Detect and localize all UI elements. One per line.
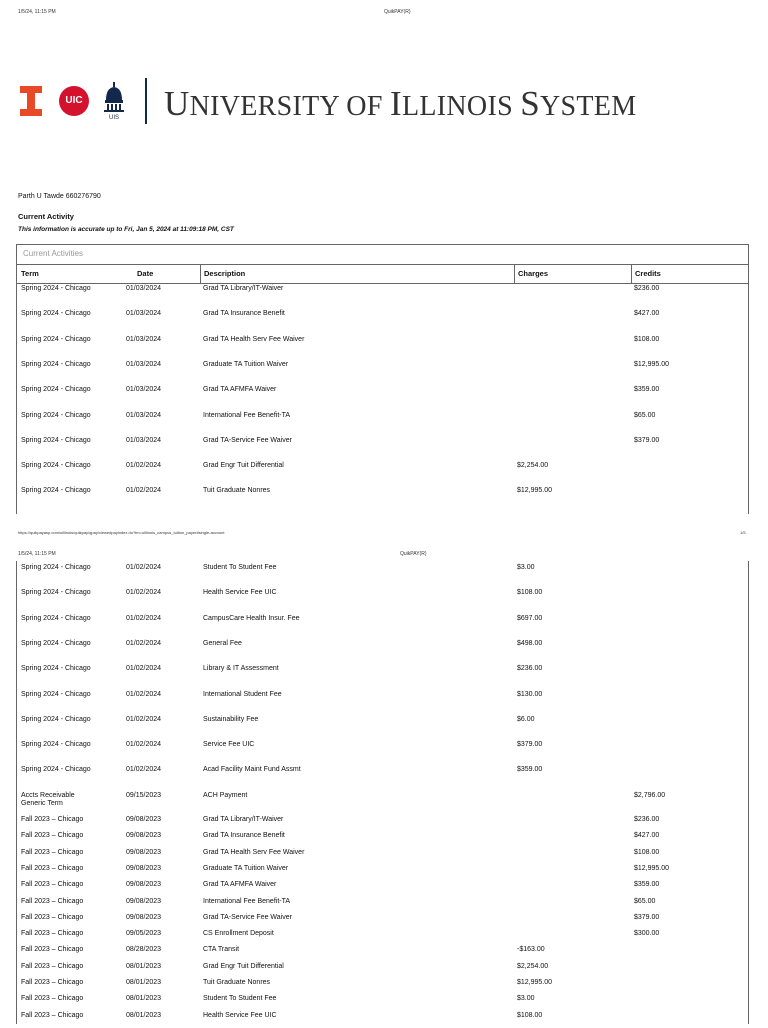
cell-term: Spring 2024 - Chicago <box>21 411 91 419</box>
logo-divider <box>145 78 147 124</box>
cell-description: Grad TA AFMFA Waiver <box>203 881 277 889</box>
cell-charges: $108.00 <box>517 1011 543 1019</box>
cell-term: Fall 2023 – Chicago <box>21 962 84 970</box>
cell-description: General Fee <box>203 639 242 647</box>
cell-date: 01/02/2024 <box>126 766 162 774</box>
cell-term: Fall 2023 – Chicago <box>21 913 84 921</box>
cell-charges: $2,254.00 <box>517 462 549 470</box>
print-title: QuikPAY(R) <box>384 9 411 15</box>
cell-description: Tuit Graduate Nonres <box>203 487 271 495</box>
table-row <box>18 849 738 865</box>
cell-charges: $498.00 <box>517 639 543 647</box>
print-datetime-page2: 1/5/24, 11:15 PM <box>18 551 56 557</box>
header-charges: Charges <box>518 269 549 278</box>
cell-date: 01/02/2024 <box>126 639 162 647</box>
cell-term: Spring 2024 - Chicago <box>21 589 91 597</box>
header-description: Description <box>204 269 246 278</box>
print-title-page2: QuikPAY(R) <box>400 551 427 557</box>
cell-description: Graduate TA Tuition Waiver <box>203 360 289 368</box>
cell-term: Accts Receivable Generic Term <box>21 791 75 807</box>
table-row <box>18 336 738 361</box>
cell-description: CTA Transit <box>203 946 240 954</box>
cell-description: Health Service Fee UIC <box>203 1011 277 1019</box>
cell-date: 01/02/2024 <box>126 589 162 597</box>
cell-term: Spring 2024 - Chicago <box>21 741 91 749</box>
cell-description: Tuit Graduate Nonres <box>203 979 271 986</box>
cell-term: Spring 2024 - Chicago <box>21 462 91 470</box>
table-row <box>18 914 738 930</box>
table-row <box>18 816 738 832</box>
cell-term: Fall 2023 – Chicago <box>21 816 84 823</box>
cell-term: Spring 2024 - Chicago <box>21 360 91 368</box>
table-row <box>18 792 738 817</box>
cell-description: Grad Engr Tuit Differential <box>203 962 284 970</box>
cell-term: Fall 2023 – Chicago <box>21 946 84 954</box>
cell-description: Grad TA-Service Fee Waiver <box>203 436 292 444</box>
cell-credits: $2,796.00 <box>634 791 666 799</box>
cell-date: 09/08/2023 <box>126 864 162 872</box>
cell-description: CS Enrollment Deposit <box>203 930 274 938</box>
cell-credits: $359.00 <box>634 881 660 889</box>
cell-date: 01/02/2024 <box>126 715 162 723</box>
cell-description: Acad Facility Maint Fund Assmt <box>203 766 301 774</box>
cell-date: 08/01/2023 <box>126 1011 162 1019</box>
cell-description: Grad TA Insurance Benefit <box>203 310 285 318</box>
cell-charges: $108.00 <box>517 589 543 597</box>
cell-description: Student To Student Fee <box>203 995 277 1003</box>
cell-description: Grad TA Health Serv Fee Waiver <box>203 335 305 343</box>
table-row <box>18 832 738 848</box>
header-date: Date <box>137 269 154 278</box>
cell-date: 01/03/2024 <box>126 411 162 419</box>
cell-term: Spring 2024 - Chicago <box>21 436 91 444</box>
cell-date: 01/02/2024 <box>126 564 162 571</box>
svg-text:UIS: UIS <box>108 115 120 120</box>
cell-credits: $65.00 <box>634 411 656 419</box>
university-logo-banner <box>20 78 660 126</box>
table-row <box>18 640 738 665</box>
cell-charges: -$163.00 <box>517 946 545 954</box>
table-row <box>18 979 738 995</box>
table-row <box>18 665 738 690</box>
cell-date: 08/28/2023 <box>126 946 162 954</box>
print-page-number: 1/5 <box>740 530 746 535</box>
cell-description: International Fee Benefit-TA <box>203 411 291 419</box>
cell-description: Graduate TA Tuition Waiver <box>203 864 289 872</box>
student-name-id: Parth U Tawde 660276790 <box>18 193 101 200</box>
cell-description: Grad TA Insurance Benefit <box>203 832 285 840</box>
cell-term: Fall 2023 – Chicago <box>21 881 84 889</box>
header-term: Term <box>21 269 39 278</box>
cell-charges: $236.00 <box>517 665 543 673</box>
cell-charges: $12,995.00 <box>517 979 553 986</box>
table-row <box>18 865 738 881</box>
cell-term: Spring 2024 - Chicago <box>21 614 91 622</box>
table-row <box>18 564 738 589</box>
cell-credits: $359.00 <box>634 386 660 394</box>
cell-credits: $236.00 <box>634 816 660 823</box>
table-row <box>18 310 738 335</box>
cell-term: Fall 2023 – Chicago <box>21 930 84 938</box>
cell-date: 01/02/2024 <box>126 665 162 673</box>
table-row <box>18 930 738 946</box>
cell-credits: $108.00 <box>634 848 660 856</box>
cell-charges: $6.00 <box>517 715 535 723</box>
cell-date: 09/08/2023 <box>126 881 162 889</box>
cell-charges: $130.00 <box>517 690 543 698</box>
cell-date: 09/08/2023 <box>126 897 162 905</box>
cell-date: 08/01/2023 <box>126 995 162 1003</box>
cell-credits: $236.00 <box>634 285 660 292</box>
cell-term: Fall 2023 – Chicago <box>21 995 84 1003</box>
print-url: https://quikpayasp.com/uillinois/quikpay/qpay/viewedpayindex.do?tm=uillinois_campus_tuition_payer#single-account <box>18 530 225 535</box>
illinois-block-i-icon <box>20 86 42 116</box>
cell-description: Grad Engr Tuit Differential <box>203 462 284 470</box>
cell-term: Spring 2024 - Chicago <box>21 665 91 673</box>
uic-circle-logo: UIC <box>59 86 89 116</box>
cell-credits: $65.00 <box>634 897 656 905</box>
cell-date: 01/03/2024 <box>126 285 162 292</box>
cell-description: Grad TA Library/IT-Waiver <box>203 816 284 823</box>
cell-credits: $300.00 <box>634 930 660 938</box>
cell-term: Spring 2024 - Chicago <box>21 310 91 318</box>
cell-date: 01/02/2024 <box>126 741 162 749</box>
cell-description: Health Service Fee UIC <box>203 589 277 597</box>
cell-term: Spring 2024 - Chicago <box>21 386 91 394</box>
cell-date: 01/03/2024 <box>126 436 162 444</box>
table-row <box>18 716 738 741</box>
table-row <box>18 898 738 914</box>
cell-date: 08/01/2023 <box>126 979 162 986</box>
cell-date: 01/03/2024 <box>126 386 162 394</box>
cell-description: Grad TA AFMFA Waiver <box>203 386 277 394</box>
table-row <box>18 881 738 897</box>
cell-date: 09/15/2023 <box>126 791 162 799</box>
cell-charges: $379.00 <box>517 741 543 749</box>
cell-term: Spring 2024 - Chicago <box>21 285 91 292</box>
table-row <box>18 589 738 614</box>
table-row <box>18 437 738 462</box>
cell-description: Grad TA Health Serv Fee Waiver <box>203 848 305 856</box>
cell-description: International Student Fee <box>203 690 282 698</box>
cell-date: 01/02/2024 <box>126 487 162 495</box>
cell-credits: $427.00 <box>634 832 660 840</box>
current-activity-heading: Current Activity <box>18 212 74 221</box>
table-row <box>18 386 738 411</box>
cell-term: Spring 2024 - Chicago <box>21 715 91 723</box>
table-row <box>18 946 738 962</box>
cell-description: ACH Payment <box>203 791 248 799</box>
table-row <box>18 615 738 640</box>
cell-term: Fall 2023 – Chicago <box>21 897 84 905</box>
cell-charges: $3.00 <box>517 995 535 1003</box>
uis-dome-icon <box>103 82 125 120</box>
cell-description: International Fee Benefit-TA <box>203 897 291 905</box>
cell-description: Grad TA Library/IT-Waiver <box>203 285 284 292</box>
cell-charges: $12,995.00 <box>517 487 553 495</box>
cell-date: 01/03/2024 <box>126 360 162 368</box>
table-row <box>18 1012 738 1028</box>
table-row <box>18 766 738 791</box>
cell-description: Grad TA-Service Fee Waiver <box>203 913 292 921</box>
cell-term: Fall 2023 – Chicago <box>21 848 84 856</box>
cell-charges: $2,254.00 <box>517 962 549 970</box>
cell-charges: $3.00 <box>517 564 535 571</box>
table-row <box>18 741 738 766</box>
cell-credits: $108.00 <box>634 335 660 343</box>
table-row <box>18 963 738 979</box>
cell-credits: $379.00 <box>634 436 660 444</box>
cell-date: 09/08/2023 <box>126 816 162 823</box>
table-row <box>18 487 738 512</box>
cell-description: Service Fee UIC <box>203 741 255 749</box>
cell-term: Fall 2023 – Chicago <box>21 832 84 840</box>
cell-date: 08/01/2023 <box>126 962 162 970</box>
cell-date: 01/03/2024 <box>126 335 162 343</box>
cell-credits: $427.00 <box>634 310 660 318</box>
table-caption: Current Activities <box>23 249 84 258</box>
cell-term: Spring 2024 - Chicago <box>21 766 91 774</box>
accuracy-notice: This information is accurate up to Fri, Jan 5, 2024 at 11:09:18 PM, CST <box>18 226 234 233</box>
cell-description: Library & IT Assessment <box>203 665 279 673</box>
cell-date: 09/08/2023 <box>126 832 162 840</box>
print-datetime: 1/5/24, 11:15 PM <box>18 9 56 15</box>
university-system-name: UNIVERSITY OF ILLINOIS SYSTEM <box>164 84 637 123</box>
cell-date: 01/02/2024 <box>126 462 162 470</box>
cell-term: Spring 2024 - Chicago <box>21 335 91 343</box>
table-row <box>18 691 738 716</box>
cell-credits: $12,995.00 <box>634 864 670 872</box>
cell-term: Fall 2023 – Chicago <box>21 1011 84 1019</box>
table-row <box>18 285 738 310</box>
cell-date: 09/08/2023 <box>126 913 162 921</box>
cell-charges: $697.00 <box>517 614 543 622</box>
cell-date: 01/02/2024 <box>126 614 162 622</box>
cell-term: Spring 2024 - Chicago <box>21 564 91 571</box>
cell-charges: $359.00 <box>517 766 543 774</box>
cell-date: 01/02/2024 <box>126 690 162 698</box>
cell-term: Fall 2023 – Chicago <box>21 864 84 872</box>
cell-term: Spring 2024 - Chicago <box>21 639 91 647</box>
cell-term: Spring 2024 - Chicago <box>21 690 91 698</box>
cell-description: Student To Student Fee <box>203 564 277 571</box>
cell-credits: $379.00 <box>634 913 660 921</box>
cell-date: 01/03/2024 <box>126 310 162 318</box>
table-row <box>18 462 738 487</box>
cell-credits: $12,995.00 <box>634 360 670 368</box>
table-row <box>18 361 738 386</box>
table-header-row <box>17 264 748 284</box>
header-credits: Credits <box>635 269 661 278</box>
cell-term: Fall 2023 – Chicago <box>21 979 84 986</box>
table-row <box>18 412 738 437</box>
cell-description: Sustainability Fee <box>203 715 259 723</box>
table-row <box>18 995 738 1011</box>
cell-date: 09/05/2023 <box>126 930 162 938</box>
cell-term: Spring 2024 - Chicago <box>21 487 91 495</box>
cell-date: 09/08/2023 <box>126 848 162 856</box>
cell-description: CampusCare Health Insur. Fee <box>203 614 300 622</box>
